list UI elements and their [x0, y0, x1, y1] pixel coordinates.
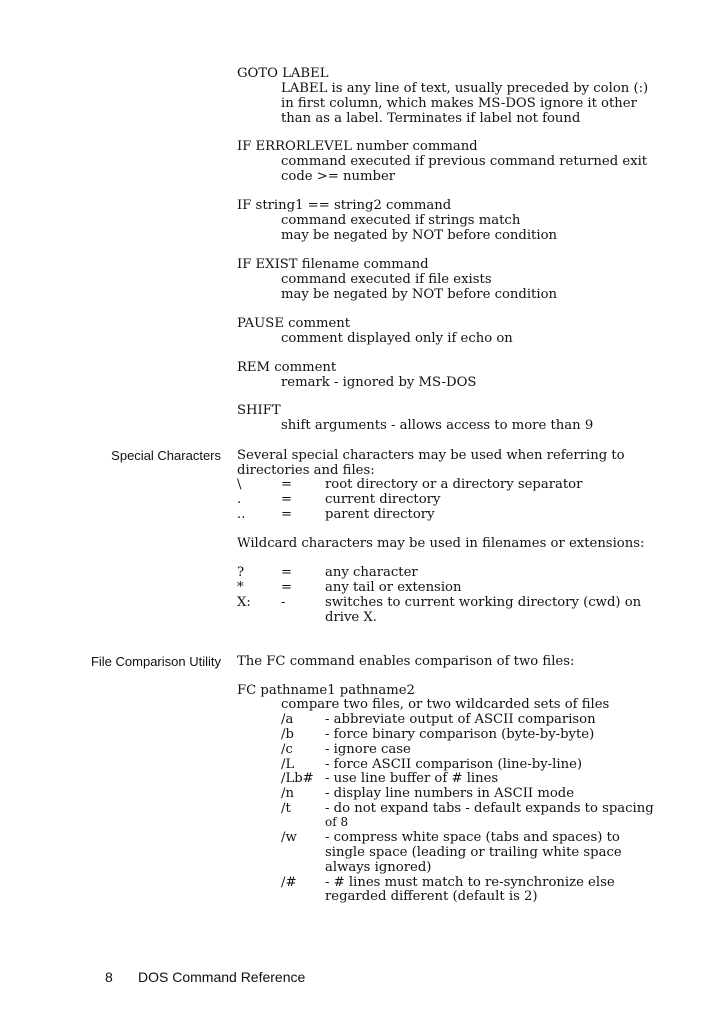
- wildcard-description: any character: [325, 565, 418, 580]
- wildcard-symbol: X:: [237, 595, 251, 610]
- fc-option-description: always ignored): [325, 860, 432, 875]
- fc-option-switch: /L: [281, 757, 295, 772]
- special-operator: =: [281, 477, 293, 492]
- fc-option-description: - force binary comparison (byte-by-byte): [325, 727, 595, 742]
- fc-option-description: single space (leading or trailing white space: [325, 845, 622, 860]
- special-symbol: ..: [237, 507, 246, 522]
- fc-option-description: - do not expand tabs - default expands to spacing: [325, 801, 654, 816]
- shift-desc-line: shift arguments - allows access to more than 9: [281, 418, 594, 433]
- page-number: 8: [105, 969, 113, 985]
- fc-syntax: FC pathname1 pathname2: [237, 683, 415, 698]
- wildcard-description-continued: drive X.: [325, 610, 377, 625]
- errorlevel-desc-line: command executed if previous command returned exit: [281, 154, 648, 169]
- fc-option-description: - abbreviate output of ASCII comparison: [325, 712, 596, 727]
- wildcard-intro: Wildcard characters may be used in filenames or extensions:: [237, 536, 645, 551]
- fc-option-switch: /#: [281, 875, 297, 890]
- special-intro-line: directories and files:: [237, 463, 375, 478]
- fc-description: compare two files, or two wildcarded sets of files: [281, 697, 610, 712]
- special-characters-side-label: Special Characters: [111, 448, 221, 463]
- footer-title: DOS Command Reference: [138, 969, 306, 985]
- fc-intro: The FC command enables comparison of two files:: [237, 654, 575, 669]
- fc-option-switch: /a: [281, 712, 294, 727]
- fc-option-switch: /w: [281, 830, 297, 845]
- ifexist-heading: IF EXIST filename command: [237, 257, 429, 272]
- special-operator: =: [281, 492, 293, 507]
- fc-option-description: - force ASCII comparison (line-by-line): [325, 757, 583, 772]
- goto-desc-line: in first column, which makes MS-DOS ignore it other: [281, 96, 637, 111]
- errorlevel-desc-line: code >= number: [281, 169, 396, 184]
- ifstring-heading: IF string1 == string2 command: [237, 198, 452, 213]
- wildcard-operator: =: [281, 580, 293, 595]
- fc-option-switch: /n: [281, 786, 294, 801]
- rem-desc-line: remark - ignored by MS-DOS: [281, 375, 477, 390]
- fc-option-description: regarded different (default is 2): [325, 889, 538, 904]
- ifexist-desc-line: may be negated by NOT before condition: [281, 287, 558, 302]
- fc-option-description: - use line buffer of # lines: [325, 771, 499, 786]
- wildcard-operator: -: [281, 595, 286, 610]
- ifstring-desc-line: command executed if strings match: [281, 213, 521, 228]
- pause-heading: PAUSE comment: [237, 316, 351, 331]
- special-symbol: \: [237, 477, 242, 492]
- special-intro-line: Several special characters may be used when referring to: [237, 448, 625, 463]
- wildcard-operator: =: [281, 565, 293, 580]
- file-comparison-side-label: File Comparison Utility: [90, 654, 221, 669]
- special-symbol: .: [237, 492, 242, 507]
- fc-option-switch: /c: [281, 742, 293, 757]
- special-description: current directory: [325, 492, 441, 507]
- fc-option-description: - ignore case: [325, 742, 411, 757]
- goto-desc-line: than as a label. Terminates if label not found: [281, 111, 581, 126]
- wildcard-symbol: *: [237, 580, 244, 595]
- errorlevel-heading: IF ERRORLEVEL number command: [237, 139, 478, 154]
- fc-option-description: - compress white space (tabs and spaces) to: [325, 830, 620, 845]
- shift-heading: SHIFT: [237, 403, 281, 418]
- pause-desc-line: comment displayed only if echo on: [281, 331, 513, 346]
- ifexist-desc-line: command executed if file exists: [281, 272, 492, 287]
- goto-heading: GOTO LABEL: [237, 66, 329, 81]
- fc-option-switch: /b: [281, 727, 294, 742]
- special-description: root directory or a directory separator: [325, 477, 583, 492]
- ifstring-desc-line: may be negated by NOT before condition: [281, 228, 558, 243]
- wildcard-description: any tail or extension: [325, 580, 462, 595]
- fc-option-description: - # lines must match to re-synchronize else: [325, 875, 615, 890]
- fc-option-switch: /t: [281, 801, 291, 816]
- fc-option-description: of 8: [325, 815, 349, 829]
- wildcard-description: switches to current working directory (cwd) on: [325, 595, 642, 610]
- rem-heading: REM comment: [237, 360, 337, 375]
- fc-option-switch: /Lb#: [281, 771, 314, 786]
- special-operator: =: [281, 507, 293, 522]
- wildcard-symbol: ?: [237, 565, 245, 580]
- goto-desc-line: LABEL is any line of text, usually preceded by colon (:): [281, 81, 649, 96]
- fc-option-description: - display line numbers in ASCII mode: [325, 786, 575, 801]
- special-description: parent directory: [325, 507, 435, 522]
